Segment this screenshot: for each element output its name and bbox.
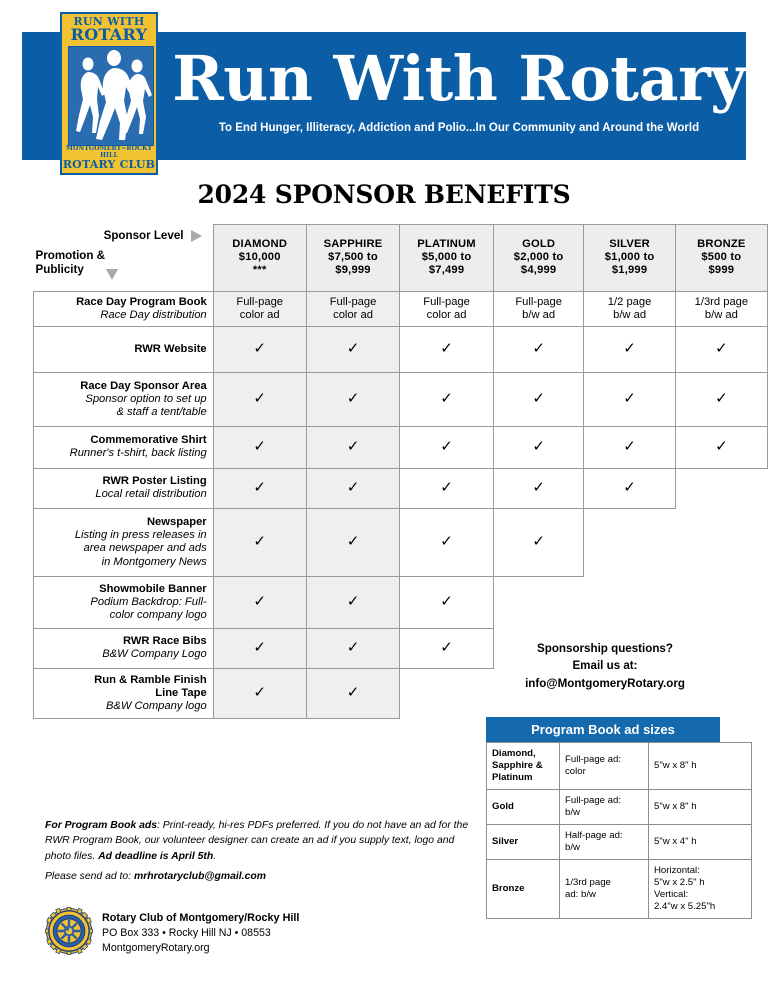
ad-sizes-title: Program Book ad sizes [486,717,720,742]
empty-cell [675,468,767,508]
benefit-cell: 1/2 page b/w ad [584,291,675,326]
footer-address-block [102,911,299,956]
ad-size-row [487,789,752,824]
triangle-down-icon [106,269,118,280]
row-label [34,372,214,426]
page-footer [45,905,465,965]
logo-line1: RUN WITH [73,15,145,28]
row-subtitle: Listing in press releases in area newspaper and ads in Montgomery News [74,529,207,568]
check-icon: ✓ [715,438,728,456]
table-header-row [34,225,768,292]
ad-size-level: Diamond, Sapphire & Platinum [487,743,560,790]
row-label [34,291,214,326]
column-amount-line1: $7,500 to [328,251,378,264]
check-icon: ✓ [440,533,453,551]
empty-cell [400,668,494,718]
footer-club-name: Rotary Club of Montgomery/Rocky Hill [102,912,300,924]
row-subtitle: Sponsor option to set up & staff a tent/table [85,392,207,419]
program-book-footnote [45,818,475,885]
checkmark-cell [493,326,584,372]
checkmark-cell [213,468,306,508]
row-label [34,576,214,628]
column-amount-line2: $9,999 [335,264,371,277]
runners-icon [69,47,154,146]
column-amount-line2: $7,499 [428,264,465,277]
ad-size-dimensions: Horizontal: 5"w x 2.5" h Vertical: 2.4"w x 5.25"h [649,859,752,918]
empty-cell [493,576,584,628]
column-level-name: DIAMOND [232,237,288,250]
sponsor-level-label: Sponsor Level [103,228,184,242]
ad-sizes-table [486,742,752,919]
check-icon: ✓ [440,479,453,497]
ad-size-dimensions: 5"w x 4" h [649,824,752,859]
column-level-name: SAPPHIRE [323,237,383,250]
table-row [34,508,768,576]
send-email[interactable]: mrhrotaryclub@gmail.com [133,871,266,883]
questions-line2: Email us at: [572,659,638,673]
triangle-right-icon [191,230,202,242]
check-icon: ✓ [623,390,636,408]
checkmark-cell [213,628,306,668]
checkmark-cell [306,468,400,508]
footnote-body: : Print-ready, hi-res PDFs preferred. If you do not have an ad for the RWR Program Book, our volunteer designer can create an ad if you supply text, logo and photo files. [45,820,469,862]
column-amount-line1: $5,000 to [421,251,472,264]
ad-size-level: Gold [487,789,560,824]
column-header-platinum [400,225,494,292]
check-icon: ✓ [253,479,266,497]
benefit-cell: Full-page color ad [213,291,306,326]
row-label [34,668,214,718]
table-corner-header [34,225,214,292]
row-title: RWR Race Bibs [122,635,207,648]
check-icon: ✓ [346,639,360,657]
check-icon: ✓ [440,390,453,408]
table-row [34,576,768,628]
check-icon: ✓ [253,390,266,408]
send-label: Please send ad to: [45,871,134,883]
check-icon: ✓ [253,438,266,456]
checkmark-cell [306,426,400,468]
ad-size-type: 1/3rd page ad: b/w [560,859,649,918]
column-amount-line1: $500 to [701,251,742,264]
questions-email[interactable]: info@MontgomeryRotary.org [525,676,685,690]
logo-bottom1: MONTGOMERY~ROCKY HILL [66,145,152,159]
check-icon: ✓ [253,340,266,358]
empty-cell [584,576,675,628]
checkmark-cell [400,468,494,508]
checkmark-cell [584,426,675,468]
checkmark-cell [400,576,494,628]
check-icon: ✓ [440,340,453,358]
column-amount-line2: *** [252,264,267,277]
checkmark-cell [306,326,400,372]
checkmark-cell [400,508,494,576]
empty-cell [584,508,675,576]
footnote-paragraph [45,820,468,862]
check-icon: ✓ [253,593,266,611]
check-icon: ✓ [346,533,360,551]
row-title: Showmobile Banner [99,582,207,595]
check-icon: ✓ [253,533,266,551]
checkmark-cell [400,326,494,372]
row-label [34,628,214,668]
check-icon: ✓ [346,479,360,497]
check-icon: ✓ [623,479,636,497]
ad-size-level: Silver [487,824,560,859]
footer-address: PO Box 333 • Rocky Hill NJ • 08553 [102,927,271,940]
check-icon: ✓ [440,438,453,456]
logo-bottom-text [62,146,156,171]
column-amount-line2: $1,999 [611,264,648,277]
logo-line2: ROTARY [70,25,148,44]
check-icon: ✓ [532,390,545,408]
row-title: RWR Website [134,342,207,355]
checkmark-cell [213,576,306,628]
ad-size-dimensions: 5"w x 8" h [649,743,752,790]
column-amount-line1: $1,000 to [604,251,655,264]
footer-website[interactable]: MontgomeryRotary.org [102,942,210,955]
ad-size-dimensions: 5"w x 8" h [649,789,752,824]
ad-size-type: Full-page ad: color [560,743,649,790]
row-label [34,326,214,372]
row-title: Race Day Program Book [76,295,207,308]
checkmark-cell [675,426,767,468]
checkmark-cell [213,508,306,576]
column-amount-line2: $999 [708,264,735,277]
empty-cell [675,508,767,576]
row-title: RWR Poster Listing [102,475,207,488]
column-header-diamond [213,225,306,292]
checkmark-cell [675,372,767,426]
benefit-cell: 1/3rd page b/w ad [675,291,767,326]
check-icon: ✓ [532,340,545,358]
checkmark-cell [306,508,400,576]
logo-top-text [62,16,156,43]
ad-size-row [487,824,752,859]
checkmark-cell [306,628,400,668]
check-icon: ✓ [532,479,545,497]
logo-runners-graphic [68,46,154,146]
column-header-bronze [675,225,767,292]
banner-tagline: To End Hunger, Illiteracy, Addiction and Polio...In Our Community and Around the World [218,122,700,134]
benefit-cell: Full-page color ad [400,291,494,326]
check-icon: ✓ [346,684,360,702]
checkmark-cell [400,426,494,468]
questions-line1: Sponsorship questions? [537,642,673,655]
column-header-gold [493,225,584,292]
row-subtitle: Runner's t-shirt, back listing [69,447,207,460]
ad-size-level: Bronze [487,859,560,918]
checkmark-cell [213,426,306,468]
row-label [34,468,214,508]
empty-cell [675,576,767,628]
ad-size-row [487,743,752,790]
check-icon: ✓ [532,533,545,551]
check-icon: ✓ [253,684,266,702]
check-icon: ✓ [623,340,636,358]
checkmark-cell [584,326,675,372]
check-icon: ✓ [253,639,266,657]
row-subtitle: B&W Company logo [105,700,207,713]
check-icon: ✓ [623,438,636,456]
column-amount-line1: $10,000 [238,251,281,264]
table-head [34,225,768,292]
footnote-bold-lead: For Program Book ads [45,820,158,831]
column-amount-line2: $4,999 [520,264,557,277]
checkmark-cell [400,372,494,426]
checkmark-cell [675,326,767,372]
checkmark-cell [493,468,584,508]
check-icon: ✓ [346,340,360,358]
checkmark-cell [306,576,400,628]
check-icon: ✓ [440,639,453,657]
check-icon: ✓ [346,438,360,456]
row-title: Race Day Sponsor Area [80,379,207,392]
banner-title: Run With Rotary [172,41,746,115]
check-icon: ✓ [532,438,545,456]
check-icon: ✓ [715,390,728,408]
column-amount-line1: $2,000 to [513,251,564,264]
row-subtitle: Podium Backdrop: Full- color company logo [90,595,207,622]
table-row [34,326,768,372]
ad-size-type: Full-page ad: b/w [560,789,649,824]
table-row [34,372,768,426]
table-row [34,426,768,468]
table-row [34,468,768,508]
column-level-name: BRONZE [697,237,746,250]
sponsorship-questions [486,640,724,692]
checkmark-cell [400,628,494,668]
check-icon: ✓ [715,340,728,358]
ad-sizes-body [487,743,752,919]
footnote-deadline: Ad deadline is April 5th [98,850,214,862]
run-with-rotary-logo [60,12,158,175]
benefit-cell: Full-page color ad [306,291,400,326]
row-subtitle: Local retail distribution [95,488,207,501]
row-subtitle: B&W Company Logo [102,648,207,661]
check-icon: ✓ [346,390,360,408]
column-level-name: SILVER [609,237,650,250]
checkmark-cell [213,668,306,718]
ad-size-row [487,859,752,918]
column-header-sapphire [306,225,400,292]
footnote-period: . [213,850,217,862]
row-label [34,508,214,576]
page-title: 2024 SPONSOR BENEFITS [197,180,571,209]
row-subtitle: Race Day distribution [100,308,207,321]
checkmark-cell [493,426,584,468]
table-row [34,291,768,326]
logo-bottom2: ROTARY CLUB [62,158,156,172]
row-title: Commemorative Shirt [90,434,207,447]
footnote-send-line [45,869,475,884]
column-level-name: GOLD [522,237,556,250]
row-title: Newspaper [146,516,207,528]
benefit-cell: Full-page b/w ad [493,291,584,326]
checkmark-cell [584,372,675,426]
checkmark-cell [306,668,400,718]
checkmark-cell [493,508,584,576]
check-icon: ✓ [346,593,360,611]
column-level-name: PLATINUM [417,237,476,250]
check-icon: ✓ [440,593,453,611]
rotary-wheel-icon [45,907,93,955]
checkmark-cell [493,372,584,426]
ad-size-type: Half-page ad: b/w [560,824,649,859]
promotion-publicity-label: Promotion & Publicity [35,248,106,276]
column-header-silver [584,225,675,292]
checkmark-cell [213,372,306,426]
row-label [34,426,214,468]
checkmark-cell [213,326,306,372]
checkmark-cell [584,468,675,508]
row-title: Run & Ramble Finish Line Tape [94,673,207,699]
checkmark-cell [306,372,400,426]
